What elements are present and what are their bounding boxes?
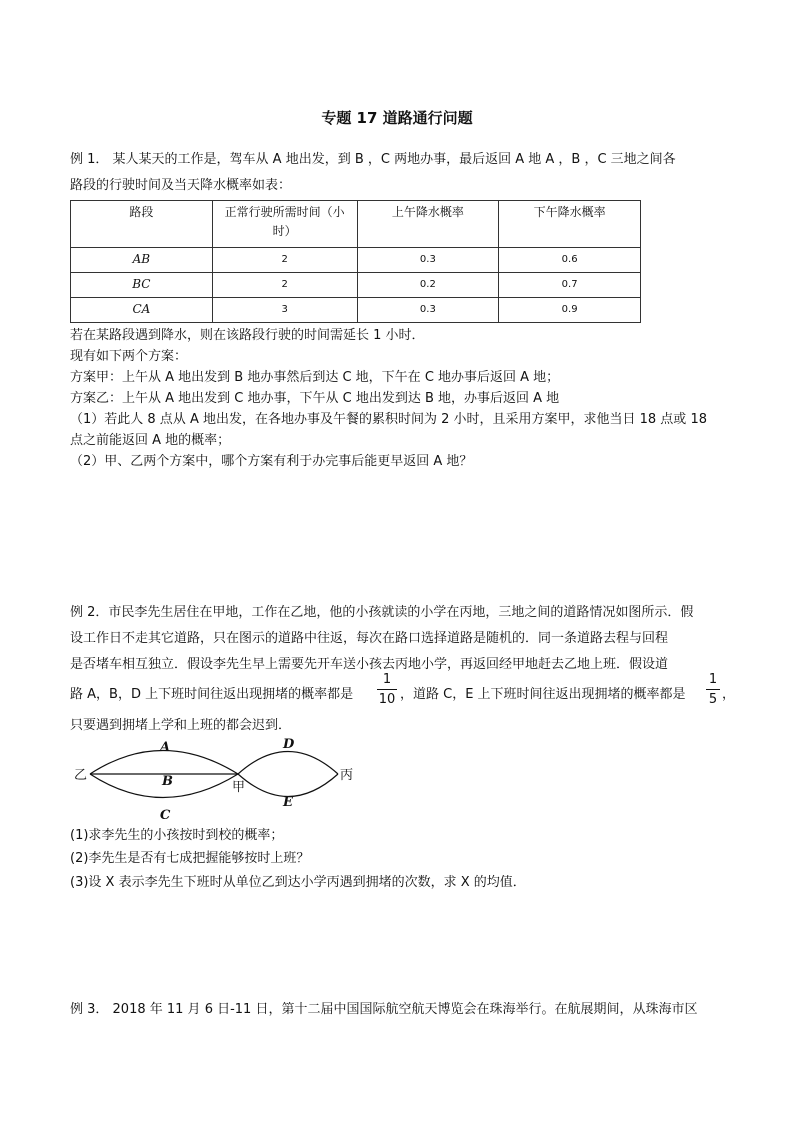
table-cell: CA	[71, 298, 213, 323]
node-yi-label: 乙	[74, 768, 88, 783]
table-header: 上午降水概率	[357, 201, 499, 248]
node-jia-label: 甲	[232, 780, 246, 795]
table-cell: 0.3	[357, 298, 499, 323]
example2-line3: 是否堵车相互独立．假设李先生早上需要先开车送小孩去丙地小学，再返回经甲地赶去乙地上班．假设道	[70, 657, 669, 672]
table-header: 正常行驶所需时间（小时）	[212, 201, 357, 248]
example1-text: 若在某路段遇到降水，则在该路段行驶的时间需延长 1 小时．	[70, 328, 425, 343]
road-b-label: B	[162, 774, 173, 789]
fraction-denominator: 10	[378, 692, 396, 707]
road-d-curve	[238, 752, 338, 775]
fraction-one-fifth	[706, 671, 720, 708]
example1-question-1-cont: 点之前能返回 A 地的概率；	[70, 433, 231, 448]
example1-question-1: （1）若此人 8 点从 A 地出发，在各地办事及午餐的累积时间为 2 小时，且采用方案甲，求他当日 18 点或 18	[70, 412, 707, 427]
example2-line4a: 路 A，B，D 上下班时间往返出现拥堵的概率都是	[70, 687, 354, 702]
table-header: 下午降水概率	[499, 201, 641, 248]
table-cell: 0.2	[357, 273, 499, 298]
fraction-numerator: 1	[382, 672, 392, 687]
table-row	[71, 248, 641, 273]
example2-line4c: ，	[722, 687, 736, 702]
example2-line5: 只要遇到拥堵上学和上班的都会迟到．	[70, 718, 292, 733]
table-row	[71, 273, 641, 298]
example1-line1: 例 1． 某人某天的工作是，驾车从 A 地出发，到 B ，C 两地办事，最后返回 A 地 A ，B ，C 三地之间各	[70, 152, 676, 167]
table-cell: 0.6	[499, 248, 641, 273]
road-c-label: C	[160, 808, 171, 823]
example1-line2: 路段的行驶时间及当天降水概率如表：	[70, 178, 292, 193]
table-cell: 0.7	[499, 273, 641, 298]
page-title: 专题 17 道路通行问题	[321, 109, 473, 127]
table-cell: 2	[212, 248, 357, 273]
example2-question-3: (3)设 X 表示李先生下班时从单位乙到达小学丙遇到拥堵的次数，求 X 的均值．	[70, 875, 526, 890]
table-cell: BC	[71, 273, 213, 298]
example1-question-2: （2）甲、乙两个方案中，哪个方案有利于办完事后能更早返回 A 地？	[70, 454, 473, 469]
table-cell: 3	[212, 298, 357, 323]
road-diagram	[70, 733, 370, 828]
table-cell: 0.9	[499, 298, 641, 323]
road-d-label: D	[283, 737, 295, 752]
example2-question-1: (1)求李先生的小孩按时到校的概率；	[70, 828, 284, 843]
table-row	[71, 298, 641, 323]
fraction-denominator: 5	[708, 692, 718, 707]
fraction-numerator: 1	[708, 672, 718, 687]
example2-line4b: ，道路 C，E 上下班时间往返出现拥堵的概率都是	[400, 687, 686, 702]
road-a-label: A	[160, 740, 171, 755]
example2-line2: 设工作日不走其它道路，只在图示的道路中往返，每次在路口选择道路是随机的．同一条道路去程与回程	[70, 631, 669, 646]
fraction-one-tenth	[377, 671, 397, 708]
example2-line1: 例 2．市民李先生居住在甲地，工作在乙地，他的小孩就读的小学在丙地，三地之间的道路情况如图所示．假	[70, 605, 694, 620]
road-time-table	[70, 200, 641, 323]
table-cell: 0.3	[357, 248, 499, 273]
road-e-label: E	[283, 795, 293, 810]
table-header-row	[71, 201, 641, 248]
example1-text: 方案乙：上午从 A 地出发到 C 地办事，下午从 C 地出发到达 B 地，办事后返回 A 地	[70, 391, 560, 406]
example3-line1: 例 3． 2018 年 11 月 6 日-11 日，第十二届中国国际航空航天博览会在珠海举行。在航展期间，从珠海市区	[70, 1002, 698, 1017]
example2-question-2: (2)李先生是否有七成把握能够按时上班？	[70, 851, 310, 866]
table-cell: 2	[212, 273, 357, 298]
table-cell: AB	[71, 248, 213, 273]
example1-text: 现有如下两个方案：	[70, 349, 188, 364]
road-e-curve	[238, 774, 338, 797]
table-header: 路段	[71, 201, 213, 248]
node-bing-label: 丙	[340, 768, 354, 783]
example1-text: 方案甲：上午从 A 地出发到 B 地办事然后到达 C 地，下午在 C 地办事后返回 A 地；	[70, 370, 560, 385]
